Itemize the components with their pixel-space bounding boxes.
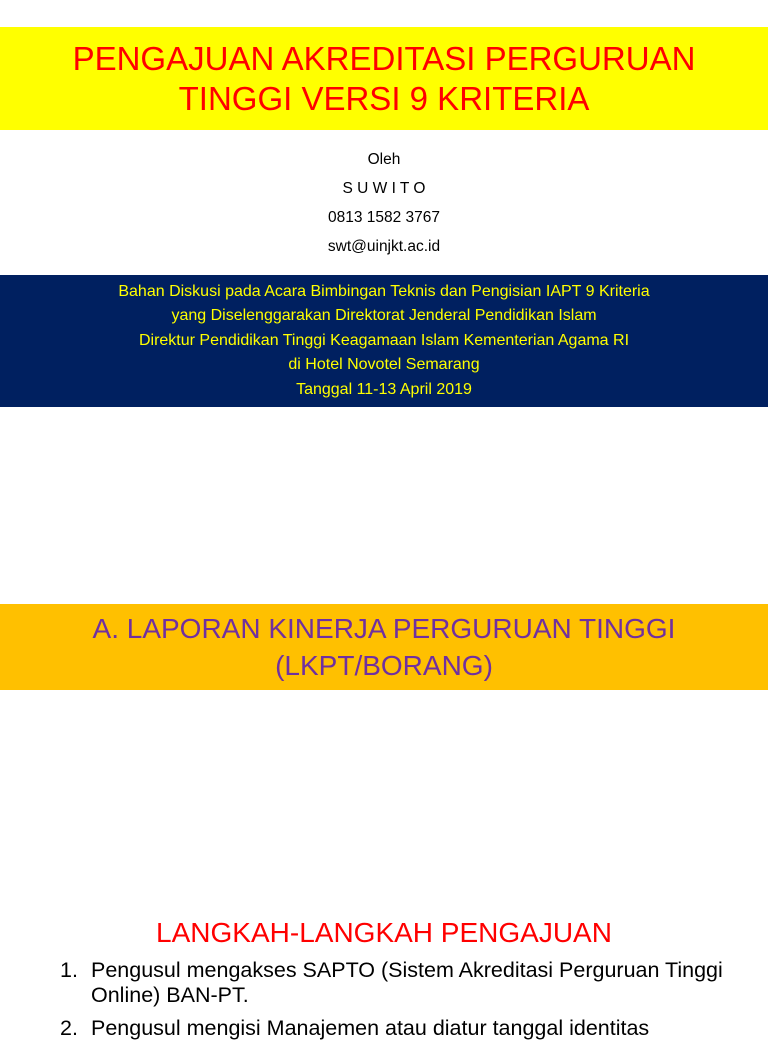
- step-number: 2.: [60, 1016, 78, 1040]
- author-phone: 0813 1582 3767: [327, 209, 441, 226]
- step-number: 1.: [60, 958, 78, 982]
- section-heading-line-1: A. LAPORAN KINERJA PERGURUAN TINGGI: [92, 613, 676, 644]
- steps-heading: LANGKAH-LANGKAH PENGAJUAN: [156, 917, 612, 948]
- event-info-line: Direktur Pendidikan Tinggi Keagamaan Islam Kementerian Agama RI: [138, 331, 630, 349]
- event-info-line: Tanggal 11-13 April 2019: [296, 380, 472, 398]
- title-line-2: TINGGI VERSI 9 KRITERIA: [178, 79, 590, 117]
- list-item: [60, 1016, 740, 1041]
- author-block: [0, 145, 768, 261]
- author-email: swt@uinjkt.ac.id: [327, 238, 441, 255]
- steps-list: [60, 958, 740, 1049]
- list-item: [60, 958, 740, 1008]
- step-text: Pengusul mengakses SAPTO (Sistem Akreditasi Perguruan Tinggi Online) BAN-PT.: [91, 958, 723, 1007]
- event-info-line: Bahan Diskusi pada Acara Bimbingan Teknis dan Pengisian IAPT 9 Kriteria: [118, 282, 650, 300]
- event-info-line: yang Diselenggarakan Direktorat Jenderal Pendidikan Islam: [171, 307, 597, 325]
- event-info-line: di Hotel Novotel Semarang: [288, 356, 480, 374]
- event-info-banner: [0, 275, 768, 407]
- author-name: S U W I T O: [342, 180, 426, 197]
- title-banner: [0, 27, 768, 130]
- author-by-label: Oleh: [367, 151, 401, 168]
- step-text: Pengusul mengisi Manajemen atau diatur tanggal identitas: [91, 1016, 650, 1040]
- section-heading-banner: [0, 604, 768, 690]
- title-line-1: PENGAJUAN AKREDITASI PERGURUAN: [72, 39, 696, 77]
- section-heading-line-2: (LKPT/BORANG): [275, 650, 493, 681]
